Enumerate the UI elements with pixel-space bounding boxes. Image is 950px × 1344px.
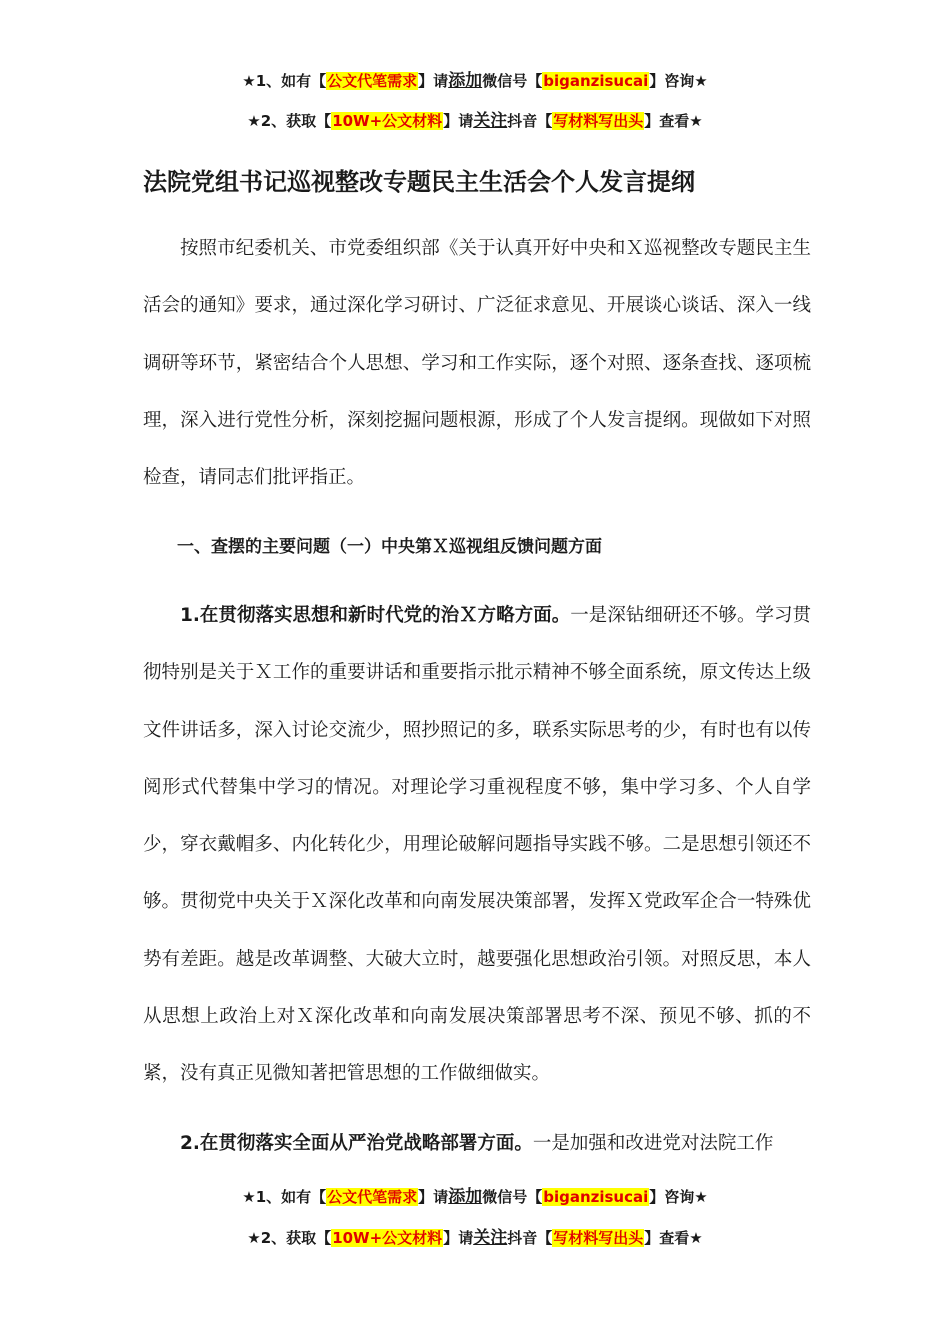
promo-banner-top-line2 <box>0 110 950 132</box>
banner-text: 抖音【 <box>507 112 553 130</box>
promo-banner-bottom-line2 <box>0 1227 950 1249</box>
banner-text: 】查看★ <box>644 1229 703 1247</box>
banner-text: 】请 <box>443 112 474 130</box>
banner-text: ★1、如有【 <box>242 1188 327 1206</box>
promo-banner-bottom-line1 <box>0 1186 950 1208</box>
banner-text: 】请 <box>418 1188 449 1206</box>
banner-text: 抖音【 <box>507 1229 553 1247</box>
banner-highlight: 公文代笔需求 <box>327 72 418 90</box>
banner-text: ★2、获取【 <box>247 1229 332 1247</box>
item1-lead: 1.在贯彻落实思想和新时代党的治Ｘ方略方面。 <box>180 605 571 626</box>
banner-highlight: 10W+公文材料 <box>332 112 443 130</box>
banner-text: 】请 <box>418 72 449 90</box>
banner-text: 】请 <box>443 1229 474 1247</box>
banner-text: ★1、如有【 <box>242 72 327 90</box>
banner-underlined: 添加 <box>448 1187 483 1207</box>
banner-underlined: 添加 <box>448 71 483 91</box>
banner-text: ★2、获取【 <box>247 112 332 130</box>
banner-highlight: 公文代笔需求 <box>327 1188 418 1206</box>
banner-text: 】查看★ <box>644 112 703 130</box>
promo-banner-top-line1 <box>0 70 950 92</box>
intro-paragraph: 按照市纪委机关、市党委组织部《关于认真开好中央和Ｘ巡视整改专题民主生活会的通知》要求，通过深化学习研讨、广泛征求意见、开展谈心谈话、深入一线调研等环节，紧密结合个人思想、学习和工作实际，逐个对照、逐条查找、逐项梳理，深入进行党性分析，深刻挖掘问题根源，形成了个人发言提纲。现做如下对照检查，请同志们批评指正。 <box>143 238 811 489</box>
banner-text: 】咨询★ <box>649 1188 708 1206</box>
banner-highlight: biganzisucai <box>543 1188 649 1206</box>
section-heading: 一、查摆的主要问题（一）中央第Ｘ巡视组反馈问题方面 <box>177 537 602 557</box>
banner-underlined: 关注 <box>473 1228 508 1248</box>
banner-text: 】咨询★ <box>649 72 708 90</box>
banner-text: 微信号【 <box>482 72 543 90</box>
document-title: 法院党组书记巡视整改专题民主生活会个人发言提纲 <box>143 168 695 196</box>
banner-underlined: 关注 <box>473 111 508 131</box>
item1-paragraph <box>143 587 811 1103</box>
banner-highlight: biganzisucai <box>543 72 649 90</box>
item2-lead: 2.在贯彻落实全面从严治党战略部署方面。 <box>180 1133 533 1154</box>
banner-highlight: 10W+公文材料 <box>332 1229 443 1247</box>
item2-paragraph <box>143 1115 811 1172</box>
item1-body: 一是深钻细研还不够。学习贯彻特别是关于Ｘ工作的重要讲话和重要指示批示精神不够全面系统，原文传达上级文件讲话多，深入讨论交流少，照抄照记的多，联系实际思考的少，有时也有以传阅形式代替集中学习的情况。对理论学习重视程度不够，集中学习多、个人自学少，穿衣戴帽多、内化转化少，用理论破解问题指导实践不够。二是思想引领还不够。贯彻党中央关于Ｘ深化改革和向南发展决策部署，发挥Ｘ党政军企合一特殊优势有差距。越是改革调整、大破大立时，越要强化思想政治引领。对照反思，本人从思想上政治上对Ｘ深化改革和向南发展决策部署思考不深、预见不够、抓的不紧，没有真正见微知著把管思想的工作做细做实。 <box>143 605 811 1085</box>
item2-body: 一是加强和改进党对法院工作 <box>532 1133 774 1154</box>
banner-highlight: 写材料写出头 <box>553 1229 644 1247</box>
banner-highlight: 写材料写出头 <box>553 112 644 130</box>
banner-text: 微信号【 <box>482 1188 543 1206</box>
